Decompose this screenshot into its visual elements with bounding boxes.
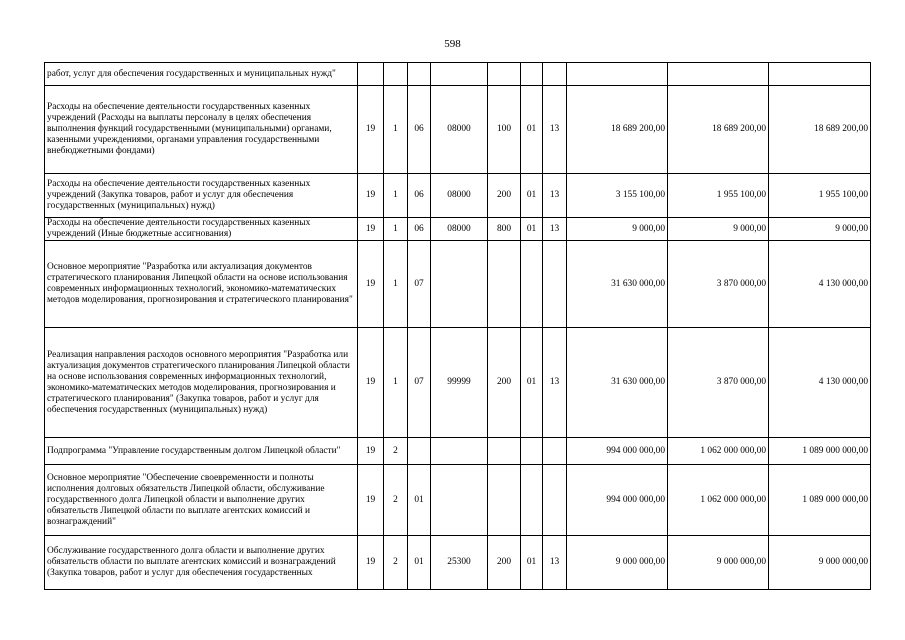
cell-sum-1: 31 630 000,00 [567,328,668,438]
cell-code-5: 100 [488,86,521,174]
cell-code-1: 19 [358,465,384,536]
cell-code-2: 2 [384,536,408,590]
cell-description: Расходы на обеспечение деятельности государственных казенных учреждений (Расходы на выплаты персоналу в целях обеспечения выполнения функций государственными (муниципальными) органами, казенными учреждениями, органами управления государственными внебюджетными фондами) [45,86,358,174]
cell-code-5: 200 [488,328,521,438]
cell-code-3: 06 [408,218,431,241]
cell-sum-1: 31 630 000,00 [567,241,668,328]
cell-code-1: 19 [358,536,384,590]
cell-code-5 [488,63,521,86]
cell-code-3: 07 [408,241,431,328]
cell-code-5 [488,465,521,536]
cell-code-4: 25300 [431,536,488,590]
cell-sum-3: 1 955 100,00 [769,174,871,218]
cell-description: Подпрограмма "Управление государственным долгом Липецкой области" [45,438,358,465]
cell-code-6: 01 [521,536,543,590]
cell-sum-3 [769,63,871,86]
cell-sum-1: 9 000 000,00 [567,536,668,590]
cell-sum-3: 4 130 000,00 [769,241,871,328]
cell-code-5 [488,438,521,465]
cell-sum-3: 9 000,00 [769,218,871,241]
cell-sum-1: 9 000,00 [567,218,668,241]
cell-sum-2: 3 870 000,00 [668,328,769,438]
cell-code-5: 800 [488,218,521,241]
cell-code-2: 1 [384,218,408,241]
table-row [45,241,871,328]
cell-code-5: 200 [488,174,521,218]
table-row [45,465,871,536]
cell-sum-2: 18 689 200,00 [668,86,769,174]
cell-code-7 [543,63,567,86]
cell-description: Расходы на обеспечение деятельности государственных казенных учреждений (Иные бюджетные ассигнования) [45,218,358,241]
cell-code-6 [521,241,543,328]
cell-sum-1: 994 000 000,00 [567,465,668,536]
table-row [45,86,871,174]
cell-code-7: 13 [543,536,567,590]
cell-code-6 [521,465,543,536]
page-number: 598 [444,38,461,50]
cell-code-2: 2 [384,438,408,465]
cell-code-4 [431,63,488,86]
cell-code-1: 19 [358,328,384,438]
cell-code-7: 13 [543,86,567,174]
cell-code-4 [431,465,488,536]
cell-code-3: 06 [408,86,431,174]
cell-sum-2: 1 955 100,00 [668,174,769,218]
cell-sum-2: 1 062 000 000,00 [668,438,769,465]
budget-table [44,62,871,590]
cell-code-1: 19 [358,218,384,241]
cell-sum-1: 18 689 200,00 [567,86,668,174]
cell-code-6 [521,63,543,86]
cell-description: Основное мероприятие "Разработка или актуализация документов стратегического планирования Липецкой области на основе использования современных информационных технологий, экономико-математических методов моделирования, прогнозирования и стратегического планирования" [45,241,358,328]
table-row [45,63,871,86]
table-row [45,438,871,465]
cell-code-6: 01 [521,174,543,218]
cell-sum-3: 1 089 000 000,00 [769,438,871,465]
cell-description: Расходы на обеспечение деятельности государственных казенных учреждений (Закупка товаров, работ и услуг для обеспечения государственных (муниципальных) нужд) [45,174,358,218]
table-row [45,536,871,590]
cell-code-3 [408,63,431,86]
cell-code-4: 08000 [431,174,488,218]
cell-code-2: 1 [384,174,408,218]
cell-code-1: 19 [358,86,384,174]
cell-code-1: 19 [358,174,384,218]
cell-description: Основное мероприятие "Обеспечение своевременности и полноты исполнения долговых обязательств Липецкой области, обслуживание государственного долга Липецкой области и выполнение других обязательств Липецкой области по выплате агентских комиссий и вознаграждений" [45,465,358,536]
cell-code-4: 99999 [431,328,488,438]
cell-sum-3: 1 089 000 000,00 [769,465,871,536]
cell-code-7 [543,438,567,465]
cell-sum-2: 9 000,00 [668,218,769,241]
cell-code-2 [384,63,408,86]
cell-code-4: 08000 [431,218,488,241]
cell-code-2: 1 [384,86,408,174]
cell-code-6: 01 [521,86,543,174]
cell-code-6: 01 [521,328,543,438]
cell-code-7: 13 [543,218,567,241]
cell-sum-1: 994 000 000,00 [567,438,668,465]
cell-sum-2: 9 000 000,00 [668,536,769,590]
cell-description: работ, услуг для обеспечения государственных и муниципальных нужд" [45,63,358,86]
cell-code-3: 07 [408,328,431,438]
cell-code-7: 13 [543,174,567,218]
cell-code-2: 2 [384,465,408,536]
cell-sum-3: 18 689 200,00 [769,86,871,174]
cell-code-4: 08000 [431,86,488,174]
cell-code-6: 01 [521,218,543,241]
cell-code-5: 200 [488,536,521,590]
table-row [45,174,871,218]
cell-sum-2: 1 062 000 000,00 [668,465,769,536]
cell-code-1 [358,63,384,86]
cell-code-1: 19 [358,438,384,465]
cell-code-7 [543,241,567,328]
cell-code-2: 1 [384,328,408,438]
cell-code-3 [408,438,431,465]
cell-code-3: 06 [408,174,431,218]
cell-sum-2: 3 870 000,00 [668,241,769,328]
cell-sum-3: 4 130 000,00 [769,328,871,438]
cell-code-4 [431,241,488,328]
cell-description: Реализация направления расходов основного мероприятия "Разработка или актуализация документов стратегического планирования Липецкой области на основе использования современных информационных технологий, экономико-математических методов моделирования, прогнозирования и стратегического планирования" (Закупка товаров, работ и услуг для обеспечения государственных (муниципальных) нужд) [45,328,358,438]
table-row [45,328,871,438]
cell-code-2: 1 [384,241,408,328]
cell-sum-1: 3 155 100,00 [567,174,668,218]
cell-code-3: 01 [408,536,431,590]
cell-code-3: 01 [408,465,431,536]
cell-sum-1 [567,63,668,86]
table-row [45,218,871,241]
cell-code-7 [543,465,567,536]
cell-sum-2 [668,63,769,86]
cell-code-6 [521,438,543,465]
cell-code-1: 19 [358,241,384,328]
cell-sum-3: 9 000 000,00 [769,536,871,590]
cell-description: Обслуживание государственного долга области и выполнение других обязательств области по выплате агентских комиссий и вознаграждений (Закупка товаров, работ и услуг для обеспечения государственных [45,536,358,590]
cell-code-7: 13 [543,328,567,438]
cell-code-4 [431,438,488,465]
cell-code-5 [488,241,521,328]
